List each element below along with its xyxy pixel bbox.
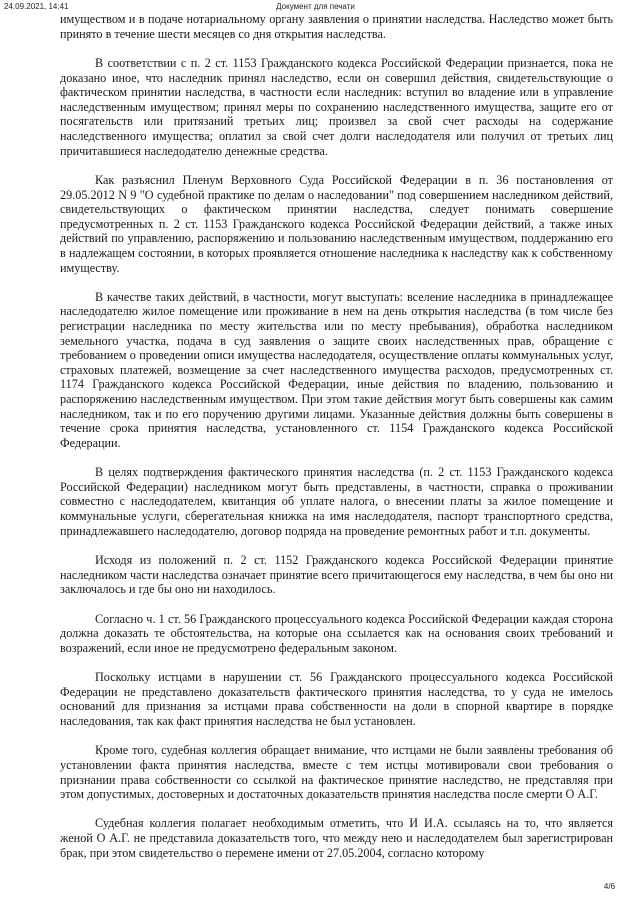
paragraph: Исходя из положений п. 2 ст. 1152 Гражданского кодекса Российской Федерации принятие наследником части наследства означает принятие всего причитающегося ему наследства, в чем бы оно ни заключалось и где бы оно ни находилось. [60, 552, 613, 597]
document-body [60, 12, 613, 860]
paragraph: В целях подтверждения фактического принятия наследства (п. 2 ст. 1153 Гражданского кодекса Российской Федерации) наследником могут быть представлены, в частности, справка о проживании совместно с наследодателем, квитанция об уплате налога, о внесении платы за жилое помещение и коммунальные услуги, сберегательная книжка на имя наследодателя, паспорт транспортного средства, принадлежавшего наследодателю, договор подряда на проведение ремонтных работ и т.п. документы. [60, 465, 613, 538]
paragraph: Поскольку истцами в нарушении ст. 56 Гражданского процессуального кодекса Российской Федерации не представлено доказательств фактического принятия наследства, то у суда не имелось оснований для признания за истцами права собственности на доли в спорной квартире в порядке наследования, так как факт принятия наследства не был установлен. [60, 670, 613, 728]
print-title: Документ для печати [276, 2, 355, 11]
paragraph: Как разъяснил Пленум Верховного Суда Российской Федерации в п. 36 постановления от 29.05.2012 N 9 "О судебной практике по делам о наследовании" под совершением наследником действий, свидетельствующих о фактическом принятии наследства, следует понимать совершение предусмотренных п. 2 ст. 1153 Гражданского кодекса Российской Федерации действий, а также иных действий по управлению, распоряжению и пользованию наследственным имуществом, поддержанию его в надлежащем состоянии, в которых проявляется отношение наследника к наследству как к собственному имуществу. [60, 172, 613, 275]
page-number: 4/6 [603, 882, 615, 891]
paragraph: Кроме того, судебная коллегия обращает внимание, что истцами не были заявлены требования об установлении факта принятия наследства, вместе с тем истцы мотивировали свои требования о признании права собственности со ссылкой на фактическое принятие наследство, не представляя при этом допустимых, достоверных и достаточных доказательств принятия наследства после смерти О А.Г. [60, 743, 613, 802]
paragraph: В соответствии с п. 2 ст. 1153 Гражданского кодекса Российской Федерации признается, пока не доказано иное, что наследник принял наследство, если он совершил действия, свидетельствующие о фактическом принятии наследства, в частности если наследник: вступил во владение или в управление наследственным имуществом; принял меры по сохранению наследственного имущества, защите его от посягательств или притязаний третьих лиц; произвел за свой счет расходы на содержание наследственного имущества; оплатил за свой счет долги наследодателя или получил от третьих лиц причитавшиеся наследодателю денежные средства. [60, 55, 613, 158]
paragraph: В качестве таких действий, в частности, могут выступать: вселение наследника в принадлежащее наследодателю жилое помещение или проживание в нем на день открытия наследства (в том числе без регистрации наследника по месту жительства или по месту пребывания), обработка наследником земельного участка, подача в суд заявления о защите своих наследственных прав, обращение с требованием о проведении описи имущества наследодателя, осуществление оплаты коммунальных услуг, страховых платежей, возмещение за счет наследственного имущества расходов, предусмотренных ст. 1174 Гражданского кодекса Российской Федерации, иные действия по владению, пользованию и распоряжению наследственным имуществом. При этом такие действия могут быть совершены как самим наследником, так и по его поручению другими лицами. Указанные действия должны быть совершены в течение срока принятия наследства, установленного ст. 1154 Гражданского кодекса Российской Федерации. [60, 289, 613, 450]
paragraph: имуществом и в подаче нотариальному органу заявления о принятии наследства. Наследство может быть принято в течение шести месяцев со дня открытия наследства. [60, 12, 613, 41]
paragraph: Согласно ч. 1 ст. 56 Гражданского процессуального кодекса Российской Федерации каждая сторона должна доказать те обстоятельства, на которые она ссылается как на основания своих требований и возражений, если иное не предусмотрено федеральным законом. [60, 611, 613, 655]
print-datetime: 24.09.2021, 14:41 [4, 2, 69, 11]
paragraph: Судебная коллегия полагает необходимым отметить, что И И.А. ссылаясь на то, что является женой О А.Г. не представила доказательств того, что между нею и наследодателем был зарегистрирован брак, при этом свидетельство о перемене имени от 27.05.2004, согласно которому [60, 816, 613, 860]
